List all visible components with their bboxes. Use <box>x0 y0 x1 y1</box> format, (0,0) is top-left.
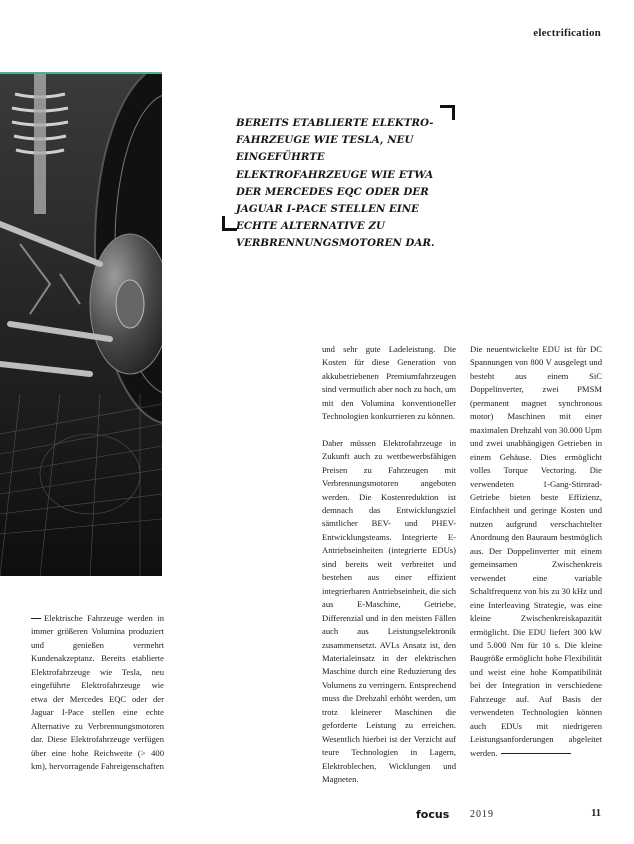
text-column-1 <box>31 612 164 773</box>
suspension-photo <box>0 72 162 576</box>
text-column-3 <box>470 343 602 760</box>
paragraph-text: Die neuentwickelte EDU ist für DC Spannungen von 800 V ausgelegt und besteht aus einem SiC Doppelinverter, zwei PMSM (permanent magnet synchronous motor) Maschinen mit einer maximalen Drehzahl von 30.000 Upm und zwei unabhängigen Getrieben in einem Gehäuse. Dies ermöglicht volles Torque Vectoring. Die verwendeten 1-Gang-Stirnrad-Getriebe bieten beste Effizienz, Einfachheit und geringe Kosten und nutzen aufgrund verschachtelter Anordnung den Bauraum bestmöglich aus. Der Doppelinverter mit einem gemeinsamen Zwischenkreis verwendet eine variable Schaltfrequenz von bis zu 30 kHz und eine Interleaving Strategie, was eine kleine Zwischenkreiskapazität ermöglicht. Die EDU liefert 300 kW und 5.000 Nm für 10 s. Die kleine Baugröße ermöglicht hohe Flexibilität und weist eine hohe Kompatibilität bei der Integration in verschiedene Fahrzeuge auf. Auf Basis der verwendeten Technologien können auch EDUs mit niedrigeren Leistungsanforderungen abgeleitet werden. <box>470 344 602 758</box>
end-rule <box>501 753 571 754</box>
paragraph: Daher müssen Elektrofahrzeuge in Zukunft auch zu wettbewerbsfähigen Preisen zu Fahrzeugen mit Verbrennungsmotoren angeboten werden. Die Kostenreduktion ist demnach das Entwicklungsziel sämtlicher BEV- und PHEV-Entwicklungsteams. Integrierte E-Antriebseinheiten (integrierte EDUs) sind bereits weit verbreitet und bestehen aus einer effizient integrierbaren Antriebseinheit, die sich aus E-Maschine, Getriebe, Differenzial und in den meisten Fällen auch aus Leistungselektronik zusammensetzt. AVLs Ansatz ist, den Materialeinsatz in der elektrischen Maschine durch eine Reduzierung des Volumens zu verringern. Entsprechend muss die Drehzahl erhöht werden, um trotz kleinerer Maschinen die geforderte Leistung zu erreichen. Wesentlich hierbei ist der Verzicht auf teure Technologien in Lagern, Elektroblechen, Wicklungen und Magneten. <box>322 437 456 785</box>
magazine-name: focus <box>416 808 450 821</box>
issue-year: 2019 <box>470 809 494 820</box>
paragraph: und sehr gute Ladeleistung. Die Kosten für diese Generation von akkubetriebenen Premiumfahrzeugen sind vermutlich aber noch zu hoch, um mit den Volumina konventioneller Technologien konkurrieren zu können. <box>322 344 456 422</box>
pull-quote: BEREITS ETABLIERTE ELEKTROFAHRZEUGE WIE TESLA, NEU EINGEFÜHRTE ELEKTROFAHRZEUGE WIE ETWA DER MERCEDES EQC ODER DER JAGUAR I-PACE STELLEN EINE ECHTE ALTERNATIVE ZU VERBRENNUNGSMOTOREN DAR. <box>236 117 435 250</box>
paragraph <box>31 612 164 773</box>
text-column-2 <box>322 343 456 787</box>
lead-dash <box>31 618 41 619</box>
paragraph-text: Elektrische Fahrzeuge werden in immer größeren Volumina produziert und genießen vermehrt Kundenakzeptanz. Bereits etablierte Elektrofahrzeuge wie Tesla, neu eingeführte Elektrofahrzeuge wie etwa der Mercedes EQC oder der Jaguar I-Pace stellen eine echte Alternative zu Verbrennungsmotoren dar. Diese Elektrofahrzeuge verfügen über eine hohe Reichweite (> 400 km), hervorragende Fahreigenschaften <box>31 613 164 771</box>
page-number: 11 <box>591 808 601 819</box>
quote-bracket-bottom-left <box>222 216 237 231</box>
paragraph <box>470 343 602 760</box>
section-label: electrification <box>533 27 601 39</box>
